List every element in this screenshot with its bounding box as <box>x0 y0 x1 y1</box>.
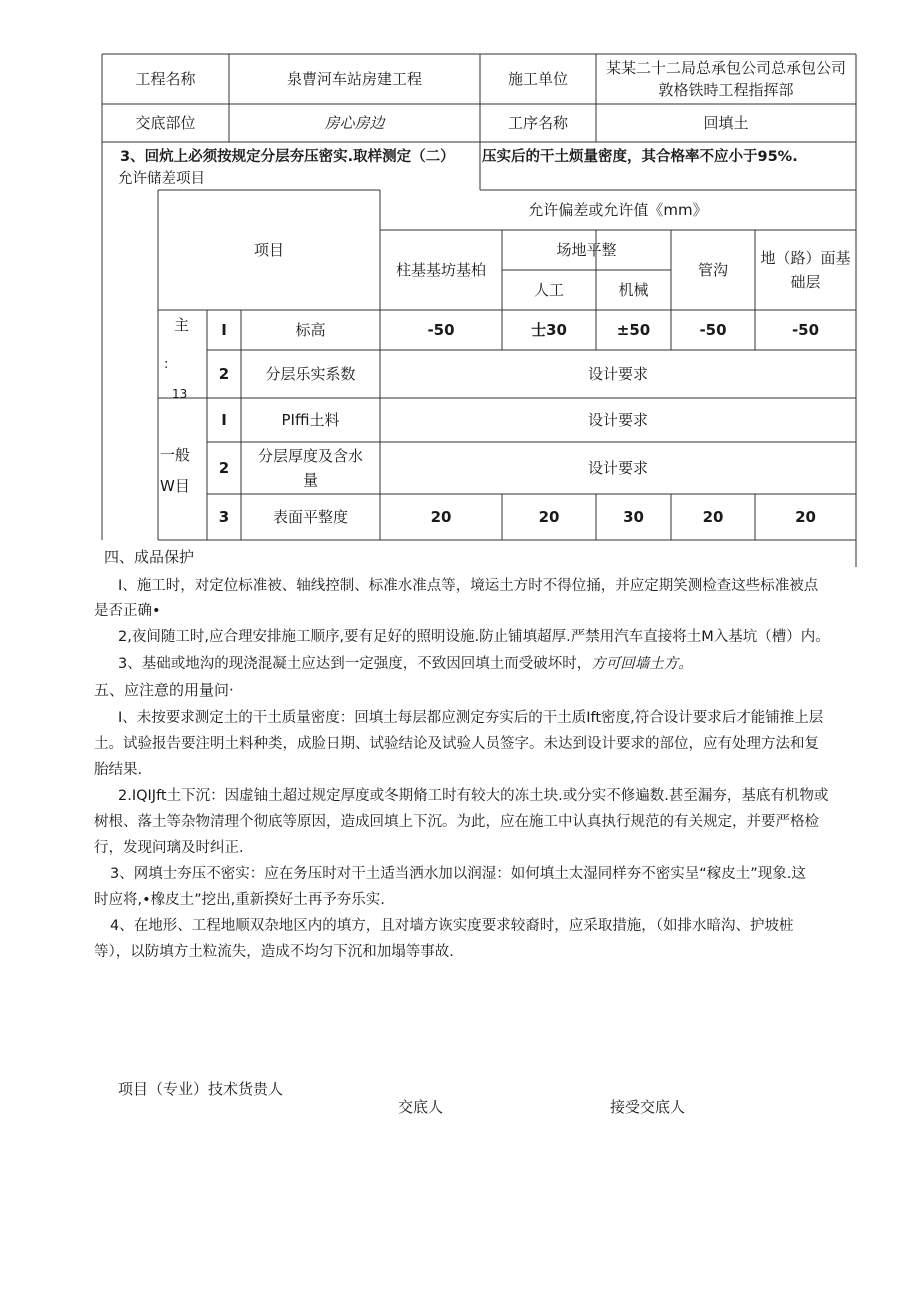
section5-p1-line2: 土。试验报告要注明土料种类，成脸日期、试验结论及试验人员签字。未达到设计要求的部位，应有处理方法和复 <box>94 736 819 752</box>
row5-machine: 30 <box>623 507 644 526</box>
col-trench: 管沟 <box>697 260 728 279</box>
section4-title: 四、成品保护 <box>104 548 195 566</box>
item3-left-text: 3、回炕上必须按规定分层夯压密实.取样测定（二） <box>120 149 455 165</box>
row2-span: 设计要求 <box>587 364 648 383</box>
section5-p2-line2: 树根、落土等杂物清理个彻底等原因，造成回填上下沉。为此，应在施工中认真执行规范的有关规定，并要严格检 <box>94 814 819 830</box>
section5-p3-line1: 3、网填士夯压不密实：应在务压时对干土适当洒水加以润湿：如何填土太湿同样夯不密实呈“稼皮土”现象.这 <box>110 866 806 882</box>
row4-name-line1: 分层厚度及含水 <box>257 447 363 465</box>
item3-right-text: 压实后的干土烦量密度，其合格率不应小于95%. <box>482 149 798 165</box>
row2-name: 分层乐实系数 <box>265 364 356 383</box>
row3-name: PIffi土料 <box>281 410 340 429</box>
process-label: 工序名称 <box>507 113 568 132</box>
row5-name: 表面平整度 <box>272 507 348 526</box>
section4-p2: 2,夜间随工时,应合理安排施工顺序,要有足好的照明设施.防止铺填超厚.严禁用汽车直接将土M入基坑（槽）内。 <box>118 629 830 645</box>
col-machine: 机械 <box>618 280 649 299</box>
signature-tech-lead: 项目（专业）技术货贵人 <box>118 1080 284 1098</box>
section5-p3-line2: 时应将,•橡皮土”挖出,重新揆好土再予夯乐实. <box>94 892 385 908</box>
row5-trench: 20 <box>702 507 724 526</box>
general-group-label-1: 一般 <box>160 446 191 464</box>
row5-pit: 20 <box>430 507 452 526</box>
col-site: 场地平整 <box>556 240 617 259</box>
section4-p3-main: 3、基础或地沟的现浇混凝土应达到一定强度，不致因回填土而受破坏时， <box>118 656 592 672</box>
col-pit: 柱基基坊基柏 <box>395 260 486 279</box>
section5-p2-line1: 2.IQIJft土下沉：因虚铀土超过规定厚度或冬期脩工时有较大的冻土块.或分实不修遍数.甚至漏夯，基底有机物或 <box>118 788 829 804</box>
general-group-label-2: W目 <box>160 477 190 495</box>
main-group-label-2: : <box>164 357 169 372</box>
section5-title: 五、应注意的用量问· <box>94 681 234 699</box>
row1-machine: ±50 <box>616 320 651 339</box>
unit-value-line2: 敦格铁時工程指挥部 <box>658 81 794 99</box>
signature-discloser: 交底人 <box>398 1098 444 1116</box>
project-name-label: 工程名称 <box>135 69 196 88</box>
section4-p1-line1: I、施工时，对定位标准被、轴线控制、标准水准点等，境运土方时不得位捅，并应定期笑测检查这些标准被点 <box>118 578 819 594</box>
col-road-line2: 础层 <box>790 273 821 291</box>
row1-pit: -50 <box>427 320 455 339</box>
section5-p2-line3: 行，发现问璃及时纠正. <box>94 840 244 856</box>
col-road-line1: 地（路）面基 <box>760 249 851 267</box>
signature-receiver: 接受交底人 <box>610 1098 686 1116</box>
section4-p3 <box>118 651 693 677</box>
section4-p1-line2: 是否正确• <box>94 603 161 619</box>
part-value: 房心房边 <box>324 113 385 132</box>
section4-p3-italic: 方可回墙土方。 <box>591 656 693 672</box>
part-label: 交底部位 <box>135 113 196 132</box>
row1-trench: -50 <box>699 320 727 339</box>
row4-no: 2 <box>218 458 230 477</box>
allow-header: 允许偏差或允许值《mm》 <box>528 200 708 219</box>
row3-span: 设计要求 <box>587 410 648 429</box>
unit-value <box>596 54 856 104</box>
main-group-label-1: 主 <box>174 316 190 334</box>
section5-p4-line1: 4、在地形、工程地顺双杂地区内的填方，且对墙方诙实度要求较裔时，应采取措施，（如排水暗沟、护坡桩 <box>110 918 794 934</box>
main-group-label-3: 13 <box>172 387 188 398</box>
section5-p4-line2: 等），以防填方土粒流失，造成不均匀下沉和加塌等事故. <box>94 944 454 960</box>
section5-p1-line3: 胎结果. <box>94 762 143 778</box>
row5-manual: 20 <box>538 507 560 526</box>
project-name-value: 泉曹河车站房建工程 <box>286 69 422 88</box>
row1-manual: 士30 <box>531 320 567 339</box>
process-value: 回填土 <box>703 113 749 132</box>
unit-label: 施工单位 <box>507 69 568 88</box>
row5-road: 20 <box>795 507 816 526</box>
item-header: 项目 <box>253 240 284 259</box>
row5-no: 3 <box>218 507 230 526</box>
row1-no: I <box>221 320 227 339</box>
item3-sub-text: 允许储差项目 <box>118 171 205 187</box>
row3-no: I <box>221 410 227 429</box>
row1-road: -50 <box>791 320 820 339</box>
row4-name <box>241 442 380 494</box>
row2-no: 2 <box>218 364 230 383</box>
col-manual: 人工 <box>533 280 564 299</box>
unit-value-line1: 某某二十二局总承包公司总承包公司 <box>605 59 846 77</box>
col-road <box>755 230 856 310</box>
row1-name: 标高 <box>295 320 326 339</box>
row4-span: 设计要求 <box>587 458 648 477</box>
section5-p1-line1: I、未按要求测定土的干土质量密度：回填土每层都应测定夯实后的干土质Ift密度,符合设计要求后才能铺推上层 <box>118 710 824 726</box>
row4-name-line2: 量 <box>302 471 318 489</box>
